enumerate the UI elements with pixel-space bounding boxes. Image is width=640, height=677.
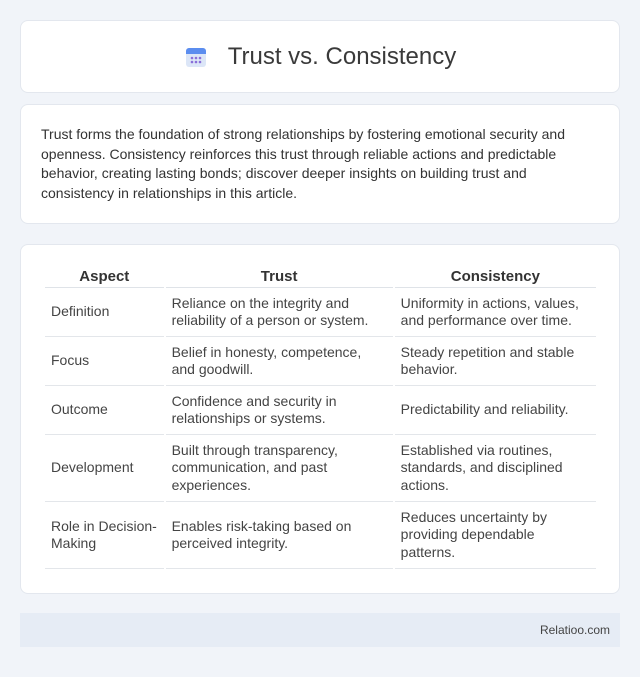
cell-consistency: Reduces uncertainty by providing dependable patterns. <box>395 502 596 569</box>
table-row <box>45 386 596 435</box>
table-header-row <box>45 265 596 288</box>
cell-trust: Enables risk-taking based on perceived integrity. <box>166 502 393 569</box>
header-aspect: Aspect <box>45 265 164 288</box>
cell-aspect: Role in Decision-Making <box>45 502 164 569</box>
calendar-icon <box>184 45 208 69</box>
title-wrap <box>184 43 457 71</box>
footer <box>20 613 620 647</box>
footer-site-link[interactable]: Relatioo.com <box>539 623 610 637</box>
cell-consistency: Uniformity in actions, values, and performance over time. <box>395 288 596 337</box>
cell-trust: Belief in honesty, competence, and goodwill. <box>166 337 393 386</box>
cell-trust: Built through transparency, communication, and past experiences. <box>166 435 393 502</box>
header-trust: Trust <box>166 265 393 288</box>
table-row <box>45 435 596 502</box>
cell-aspect: Outcome <box>45 386 164 435</box>
page-title: Trust vs. Consistency <box>227 42 457 70</box>
comparison-table <box>43 265 598 569</box>
table-row <box>45 502 596 569</box>
title-card <box>20 20 620 93</box>
header-consistency: Consistency <box>395 265 596 288</box>
table-row <box>45 288 596 337</box>
intro-paragraph: Trust forms the foundation of strong relationships by fostering emotional security and openness. Consistency reinforces this trust through reliable actions and predictable behavior, creating lasting bonds; discover deeper insights on building trust and consistency in relationships in this article. <box>41 126 565 201</box>
cell-trust: Reliance on the integrity and reliability of a person or system. <box>166 288 393 337</box>
cell-trust: Confidence and security in relationships or systems. <box>166 386 393 435</box>
cell-aspect: Focus <box>45 337 164 386</box>
table-row <box>45 337 596 386</box>
cell-consistency: Established via routines, standards, and disciplined actions. <box>395 435 596 502</box>
cell-consistency: Predictability and reliability. <box>395 386 596 435</box>
cell-aspect: Development <box>45 435 164 502</box>
table-card <box>20 244 620 594</box>
cell-consistency: Steady repetition and stable behavior. <box>395 337 596 386</box>
cell-aspect: Definition <box>45 288 164 337</box>
intro-card <box>20 104 620 224</box>
